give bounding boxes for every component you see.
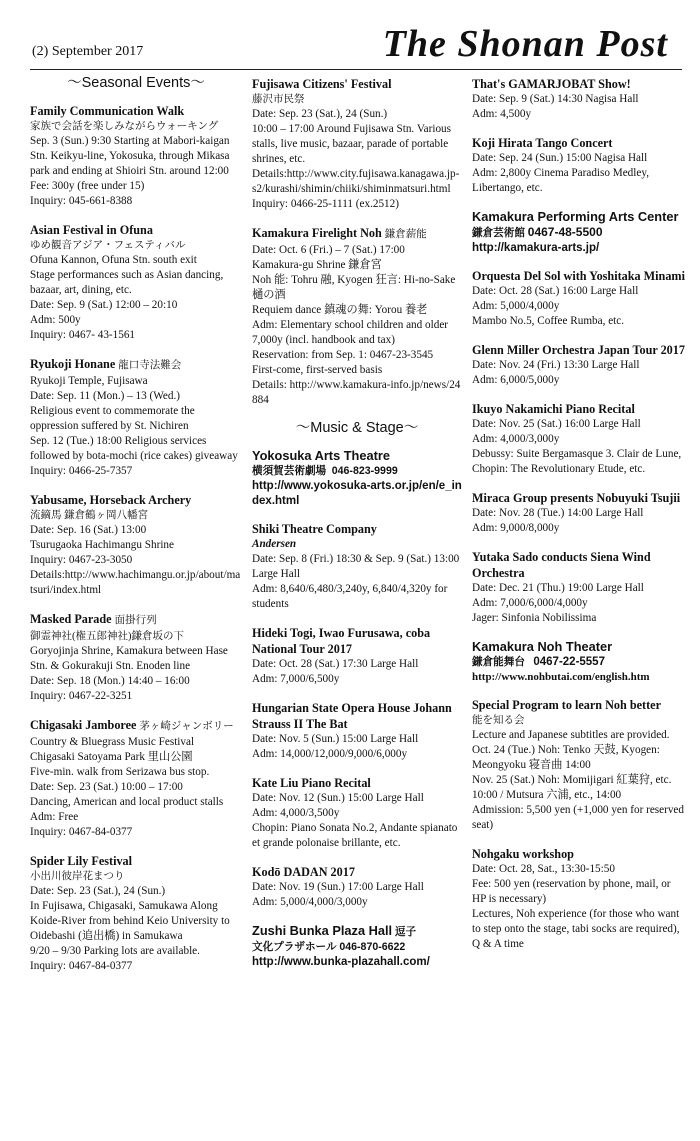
event-title [472,549,686,581]
event-title-text: Special Program to learn Noh better [472,698,661,712]
event-title-text: Kate Liu Piano Recital [252,776,371,790]
newsletter-title: The Shonan Post [382,23,668,65]
event-title-text: Asian Festival in Ofuna [30,223,153,237]
event-detail-line: 9/20 – 9/30 Parking lots are available. [30,945,200,957]
event-detail-line: Date: Nov. 25 (Sat.) 16:00 Large Hall [472,418,641,430]
event-detail-line: First-come, first-served basis [252,364,383,376]
event-title [472,268,686,284]
event-title-text: Yabusame, Horseback Archery [30,493,192,507]
event-detail-line: Adm: 4,500y [472,108,532,120]
event-detail-line: Date: Oct. 6 (Fri.) – 7 (Sat.) 17:00 [252,244,405,256]
event-detail-line: Inquiry: 0466-25-7357 [30,465,133,477]
event-detail-line: Adm: 7,000/6,000/4,000y [472,597,588,609]
event-title [252,76,462,92]
event-detail-line: Adm: Free [30,811,79,823]
event-title-text: Hideki Togi, Iwao Furusawa, coba National Tour 2017 [252,626,431,656]
event-title [30,492,242,508]
event-detail-line: Chigasaki Satoyama Park 里山公園 [30,751,193,763]
event-detail-line: Adm: 2,800y Cinema Paradiso Medley, Libertango, etc. [472,167,650,194]
event-detail-line: Kamakura-gu Shrine 鎌倉宮 [252,259,382,271]
event-title [252,700,462,732]
venue-name: Kamakura Noh Theater [472,639,613,654]
event-detail-line: Chopin: Piano Sonata No.2, Andante spianato et grande polonaise brillante, etc. [252,822,458,849]
event-title [30,222,242,238]
event-jp-title: 御霊神社(権五郎神社)鎌倉坂の下 [30,631,184,642]
venue-url-link[interactable]: http://www.bunka-plazahall.com/ [252,956,430,968]
event-jp-title: 小出川彼岸花まつり [30,871,125,882]
event-detail-line: Noh 能: Tohru 融, Kyogen 狂言: Hi-no-Sake 樋の酒 [252,274,456,301]
event-detail-line: Adm: 8,640/6,480/3,240y, 6,840/4,320y for students [252,583,448,610]
event-entry [472,490,686,536]
event-detail-line: Date: Sep. 23 (Sat.) 10:00 – 17:00 [30,781,183,793]
event-detail-line: Five-min. walk from Serizawa bus stop. [30,766,210,778]
event-detail-line: Sep. 12 (Tue.) 18:00 Religious services followed by bota-mochi (rice cakes) giveaway [30,435,238,462]
section-title-seasonal: ～Seasonal Events～ [67,75,205,91]
event-title-text: Chigasaki Jamboree [30,718,137,732]
event-title-jp: 龍口寺法難会 [118,360,182,371]
venue-name: Zushi Bunka Plaza Hall [252,923,393,938]
event-detail-line: Nov. 25 (Sat.) Noh: Momijigari 紅葉狩, etc. 10:00 / Mutsura 六浦, etc., 14:00 [472,774,672,801]
event-entry [472,135,686,196]
venue-jp: 文化プラザホール [252,941,337,953]
event-detail-line: Adm: 4,000/3,000y [472,433,560,445]
event-title-text: Ryukoji Honane [30,357,116,371]
event-entry [472,401,686,477]
event-title-text: Yutaka Sado conducts Siena Wind Orchestra [472,550,651,580]
event-title-text: Nohgaku workshop [472,847,574,861]
event-entry [30,611,242,704]
event-detail-line: Goryojinja Shrine, Kamakura between Hase Stn. & Gokurakuji Stn. Enoden line [30,645,228,672]
event-detail-line: Inquiry: 045-661-8388 [30,195,133,207]
event-entry [30,103,242,209]
venue-kamakura-arts [472,209,686,256]
event-jp-title: 能を知る会 [472,715,525,726]
event-detail-line: Date: Sep. 9 (Sat.) 14:30 Nagisa Hall [472,93,639,105]
event-detail-line: Stage performances such as Asian dancing, bazaar, art, dining, etc. [30,269,224,296]
event-detail-line: Inquiry: 0466-25-1111 (ex.2512) [252,198,399,210]
event-detail-line: Date: Sep. 23 (Sat.), 24 (Sun.) [30,885,166,897]
event-detail-line: Date: Sep. 23 (Sat.), 24 (Sun.) [252,108,388,120]
event-title-jp: 茅ヶ崎ジャンボリー [139,721,234,732]
venue-phone: 0467-48-5500 [527,225,603,239]
section-title-music: ～Music & Stage～ [295,420,419,436]
event-title-jp: 鎌倉薪能 [384,229,427,240]
event-detail-line: Inquiry: 0467-84-0377 [30,960,133,972]
event-title-text: Kodō DADAN 2017 [252,865,355,879]
event-detail-line: Date: Oct. 28, Sat., 13:30-15:50 [472,863,615,875]
event-detail-line: Ofuna Kannon, Ofuna Stn. south exit [30,254,197,266]
event-entry [472,342,686,388]
event-title [252,775,462,791]
event-detail-line: Date: Nov. 5 (Sun.) 15:00 Large Hall [252,733,419,745]
event-title-text: Kamakura Firelight Noh [252,226,382,240]
event-title-text: Koji Hirata Tango Concert [472,136,613,150]
event-title-jp: 面掛行列 [114,615,157,626]
event-title-text: Fujisawa Citizens' Festival [252,77,392,91]
event-detail-line: Lecture and Japanese subtitles are provided. [472,729,670,741]
event-detail-line: Fee: 300y (free under 15) [30,180,145,192]
venue-zushi [252,923,462,970]
event-detail-line: Inquiry: 0467-23-3050 [30,554,133,566]
event-detail-line: Date: Dec. 21 (Thu.) 19:00 Large Hall [472,582,644,594]
column-seasonal-events [30,76,242,987]
event-detail-line: Adm: 5,000/4,000/3,000y [252,896,368,908]
event-detail-line: Adm: Elementary school children and older 7,000y (incl. handbook and tax) [252,319,449,346]
event-detail-line: Date: Sep. 9 (Sat.) 12:00 – 20:10 [30,299,178,311]
issue-label: (2) September 2017 [32,44,144,59]
event-detail-line: Reservation: from Sep. 1: 0467-23-3545 [252,349,434,361]
event-jp-title: ゆめ観音アジア・フェスティバル [30,240,186,251]
event-entry [472,846,686,952]
event-title [472,697,686,713]
event-subtitle: Andersen [252,538,297,550]
event-entry [252,864,462,910]
event-detail-line: Date: Oct. 28 (Sat.) 17:30 Large Hall [252,658,419,670]
venue-url-link[interactable]: http://kamakura-arts.jp/ [472,242,600,254]
event-detail-line: Details: http://www.kamakura-info.jp/news/24884 [252,379,461,406]
event-detail-line: In Fujisawa, Chigasaki, Samukawa Along Koide-River from behind Keio University to Oidebashi (追出橋) in Samukawa [30,900,230,942]
event-detail-line: Date: Sep. 18 (Mon.) 14:40 – 16:00 [30,675,190,687]
event-entry [472,76,686,122]
event-detail-line: Dancing, American and local product stalls [30,796,224,808]
event-detail-line: Inquiry: 0467- 43-1561 [30,329,136,341]
event-detail-line: Date: Sep. 11 (Mon.) – 13 (Wed.) [30,390,180,402]
event-detail-line: Adm: 6,000/5,000y [472,374,560,386]
masthead [30,0,686,72]
event-entry [472,697,686,833]
event-detail-line: Date: Sep. 8 (Fri.) 18:30 & Sep. 9 (Sat.) 13:00 Large Hall [252,553,460,580]
event-detail-line: Details:http://www.city.fujisawa.kanagawa.jp-s2/kurashi/shimin/chiiki/shiminmatsuri.html [252,168,460,195]
event-entry [30,222,242,343]
event-title [252,225,462,243]
venue-name-jp: 逗子 [394,926,417,938]
event-detail-line: Religious event to commemorate the oppression suffered by St. Nichiren [30,405,195,432]
event-title [30,356,242,374]
event-detail-line: Ryukoji Temple, Fujisawa [30,375,148,387]
event-title-text: Masked Parade [30,612,112,626]
venue-name: Kamakura Performing Arts Center [472,209,679,224]
masthead-rule [30,69,682,70]
event-title-text: That's GAMARJOBAT Show! [472,77,631,91]
event-title [30,103,242,119]
event-detail-line: Mambo No.5, Coffee Rumba, etc. [472,315,625,327]
column-music-stage [472,76,686,987]
event-title [252,864,462,880]
event-title-text: Spider Lily Festival [30,854,133,868]
event-entry [30,356,242,479]
event-title [472,846,686,862]
event-entry [472,549,686,626]
event-title [472,76,686,92]
event-detail-line: Date: Nov. 28 (Tue.) 14:00 Large Hall [472,507,644,519]
event-detail-line: Inquiry: 0467-84-0377 [30,826,133,838]
event-title-text: Ikuyo Nakamichi Piano Recital [472,402,635,416]
venue-name: Yokosuka Arts Theatre [252,448,390,463]
event-entry [472,268,686,329]
event-detail-line: Date: Oct. 28 (Sat.) 16:00 Large Hall [472,285,639,297]
event-detail-line: Date: Nov. 19 (Sun.) 17:00 Large Hall [252,881,424,893]
event-title [252,625,462,657]
event-entry [30,853,242,974]
event-title-text: Miraca Group presents Nobuyuki Tsujii [472,491,681,505]
event-title [30,611,242,629]
venue-url-link[interactable]: http://www.yokosuka-arts.or.jp/en/e_index.html [252,480,462,507]
event-detail-line: Inquiry: 0467-22-3251 [30,690,133,702]
event-entry [252,775,462,851]
event-detail-line: Adm: 4,000/3,500y [252,807,340,819]
venue-jp: 横須賀芸術劇場 [252,465,327,477]
event-detail-line: Details:http://www.hachimangu.or.jp/about/matsuri/index.html [30,569,241,596]
event-title [472,342,686,358]
event-detail-line: Debussy: Suite Bergamasque 3. Clair de Lune, Chopin: The Revolutionary Etude, etc. [472,448,682,475]
event-detail-line: Admission: 5,500 yen (+1,000 yen for reserved seat) [472,804,684,831]
columns [30,76,686,987]
event-entry [252,521,462,612]
event-title-text: Glenn Miller Orchestra Japan Tour 2017 [472,343,685,357]
event-detail-line: Adm: 5,000/4,000y [472,300,560,312]
venue-kamakura-noh [472,639,686,685]
venue-phone: 046-870-6622 [339,941,406,953]
event-detail-line: 10:00 – 17:00 Around Fujisawa Stn. Various stalls, live music, bazaar, parade of portable shrines, etc. [252,123,451,165]
event-title [252,521,462,537]
event-title [472,135,686,151]
event-detail-line: Lectures, Noh experience (for those who want to step onto the stage, tabi socks are required), Q & A time [472,908,680,950]
event-detail-line: Oct. 24 (Tue.) Noh: Tenko 天鼓, Kyogen: Meongyoku 寝音曲 14:00 [472,744,660,771]
venue-yokosuka [252,448,462,509]
venue-url-link[interactable]: http://www.nohbutai.com/english.htm [472,671,650,683]
venue-phone: 0467-22-5557 [533,656,605,668]
event-detail-line: Tsurugaoka Hachimangu Shrine [30,539,174,551]
event-detail-line: Jager: Sinfonia Nobilissima [472,612,597,624]
event-jp-title: 流鏑馬 鎌倉鶴ヶ岡八幡宮 [30,510,149,521]
event-entry [30,717,242,840]
event-jp-title: 藤沢市民祭 [252,94,305,105]
event-detail-line: Adm: 500y [30,314,81,326]
event-title-text: Family Communication Walk [30,104,185,118]
event-title [472,401,686,417]
event-title-text: Shiki Theatre Company [252,522,377,536]
event-entry [252,225,462,408]
event-entry [252,625,462,687]
column-festivals-music [252,76,462,987]
event-title [472,490,686,506]
venue-jp: 鎌倉能舞台 [472,656,525,668]
event-entry [252,76,462,212]
event-detail-line: Adm: 9,000/8,000y [472,522,560,534]
event-detail-line: Adm: 14,000/12,000/9,000/6,000y [252,748,408,760]
event-detail-line: Date: Sep. 16 (Sat.) 13:00 [30,524,147,536]
venue-phone: 046-823-9999 [331,465,398,477]
event-detail-line: Requiem dance 鎮魂の舞: Yorou 養老 [252,304,428,316]
event-detail-line: Country & Bluegrass Music Festival [30,736,195,748]
event-title [30,717,242,735]
event-detail-line: Sep. 3 (Sun.) 9:30 Starting at Mabori-kaigan Stn. Keikyu-line, Yokosuka, through Mikasa park and ending at Shioiri Stn. around 12:00 [30,135,230,177]
event-detail-line: Date: Sep. 24 (Sun.) 15:00 Nagisa Hall [472,152,648,164]
event-title [30,853,242,869]
event-detail-line: Date: Nov. 12 (Sun.) 15:00 Large Hall [252,792,424,804]
event-title-text: Hungarian State Opera House Johann Strauss II The Bat [252,701,452,731]
event-detail-line: Date: Nov. 24 (Fri.) 13:30 Large Hall [472,359,640,371]
venue-jp: 鎌倉芸術館 [472,227,525,239]
event-jp-title: 家族で会話を楽しみながらウォーキング [30,121,219,132]
event-detail-line: Adm: 7,000/6,500y [252,673,340,685]
event-entry [252,700,462,762]
event-entry [30,492,242,598]
event-detail-line: Fee: 500 yen (reservation by phone, mail, or HP is necessary) [472,878,671,905]
event-title-text: Orquesta Del Sol with Yoshitaka Minami [472,269,685,283]
